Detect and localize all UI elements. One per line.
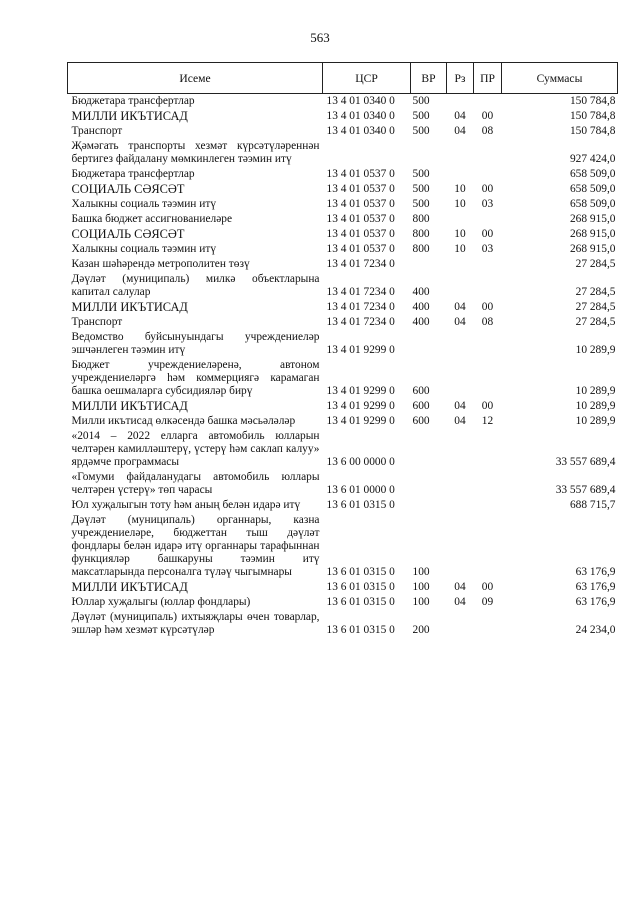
header-rz: Рз	[447, 63, 474, 94]
cell-name: Халыкны социаль тәэмин итү	[71, 198, 217, 210]
cell-name: МИЛЛИ ИКЪТИСАД	[71, 580, 188, 594]
table-row	[68, 330, 618, 358]
cell-vr: 800	[412, 243, 430, 255]
cell-sum: 27 284,5	[575, 316, 616, 328]
cell-name: Транспорт	[71, 125, 123, 137]
cell-vr	[411, 330, 447, 358]
cell-vr: 800	[412, 228, 430, 240]
cell-pr	[474, 167, 502, 182]
cell-vr: 500	[412, 183, 430, 195]
cell-sum: 10 289,9	[575, 385, 616, 397]
cell-name: МИЛЛИ ИКЪТИСАД	[71, 300, 188, 314]
cell-rz: 04	[454, 596, 466, 608]
cell-name: Бюджетара трансфертлар	[71, 168, 195, 180]
cell-sum: 33 557 689,4	[555, 484, 616, 496]
cell-sum: 10 289,9	[575, 344, 616, 356]
cell-rz: 04	[454, 415, 466, 427]
cell-pr: 00	[481, 301, 494, 313]
cell-csr: 13 6 01 0315 0	[326, 566, 395, 578]
cell-rz	[447, 429, 474, 470]
cell-vr: 400	[412, 316, 430, 328]
cell-name: СОЦИАЛЬ СӘЯСӘТ	[71, 182, 185, 196]
cell-vr: 500	[412, 168, 430, 180]
cell-rz: 04	[454, 301, 466, 313]
cell-rz: 10	[454, 183, 466, 195]
cell-name: СОЦИАЛЬ СӘЯСӘТ	[71, 227, 185, 241]
cell-csr: 13 4 01 0537 0	[326, 168, 395, 180]
cell-vr: 400	[412, 286, 430, 298]
table-row	[68, 414, 618, 429]
cell-vr: 400	[412, 301, 430, 313]
header-sum: Суммасы	[502, 63, 618, 94]
cell-sum: 63 176,9	[575, 566, 616, 578]
cell-sum: 27 284,5	[575, 258, 616, 270]
cell-sum: 658 509,0	[569, 198, 616, 210]
table-row	[68, 272, 618, 300]
cell-rz: 04	[454, 400, 466, 412]
cell-pr: 00	[481, 400, 494, 412]
header-csr: ЦСР	[323, 63, 411, 94]
cell-rz: 04	[454, 125, 466, 137]
cell-csr: 13 6 01 0315 0	[326, 499, 395, 511]
cell-sum: 150 784,8	[569, 125, 616, 137]
cell-vr: 800	[412, 213, 430, 225]
table-body	[68, 94, 618, 639]
table-row	[68, 94, 618, 110]
cell-csr: 13 4 01 9299 0	[326, 400, 395, 412]
cell-rz: 04	[454, 581, 466, 593]
cell-vr: 500	[412, 125, 430, 137]
cell-csr: 13 4 01 0340 0	[326, 95, 395, 107]
cell-csr: 13 4 01 0340 0	[326, 125, 395, 137]
cell-csr: 13 4 01 0537 0	[326, 198, 395, 210]
table-row	[68, 358, 618, 399]
cell-sum: 24 234,0	[575, 624, 616, 636]
cell-name: Җәмәгать транспорты хезмәт күрсәтүләреннән бертигез файдалану мөмкинлеген тәэмин итү	[71, 140, 320, 165]
cell-sum: 63 176,9	[575, 596, 616, 608]
cell-sum: 63 176,9	[575, 581, 616, 593]
header-vr: ВР	[411, 63, 447, 94]
table-row	[68, 580, 618, 595]
cell-vr: 600	[412, 400, 430, 412]
cell-vr: 200	[412, 624, 430, 636]
cell-name: Бюджетара трансфертлар	[71, 95, 195, 107]
cell-name: Дәүләт (муниципаль) ихтыяҗлары өчен товарлар, эшләр һәм хезмәт күрсәтүләр	[71, 611, 320, 636]
cell-pr	[474, 330, 502, 358]
cell-csr: 13 4 01 9299 0	[326, 415, 395, 427]
table-row	[68, 197, 618, 212]
cell-name: «Гомуми файдаланудагы автомобиль юллары челтәрен үстерү» төп чарасы	[71, 471, 320, 496]
cell-name: «2014 – 2022 елларга автомобиль юлларын челтәрен камилләштерү, үстерү һәм саклап калуу» ярдәмче программасы	[71, 430, 320, 468]
cell-csr: 13 6 00 0000 0	[326, 456, 395, 468]
cell-pr	[474, 513, 502, 580]
cell-pr: 08	[481, 316, 494, 328]
table-row	[68, 167, 618, 182]
cell-sum: 33 557 689,4	[555, 456, 616, 468]
cell-vr: 100	[412, 566, 430, 578]
cell-sum: 927 424,0	[569, 153, 616, 165]
cell-name: Транспорт	[71, 316, 123, 328]
table-row	[68, 399, 618, 414]
cell-vr	[411, 139, 447, 167]
cell-vr	[411, 470, 447, 498]
cell-rz	[447, 610, 474, 638]
cell-vr	[411, 257, 447, 272]
cell-vr: 500	[412, 95, 430, 107]
cell-sum: 10 289,9	[575, 400, 616, 412]
table-row	[68, 242, 618, 257]
cell-name: МИЛЛИ ИКЪТИСАД	[71, 399, 188, 413]
cell-pr: 03	[481, 243, 494, 255]
cell-csr: 13 6 01 0000 0	[326, 484, 395, 496]
cell-sum: 27 284,5	[575, 286, 616, 298]
cell-name: Казан шәһәрендә метрополитен төзү	[71, 258, 250, 270]
table-row	[68, 595, 618, 610]
cell-rz	[447, 470, 474, 498]
cell-name: Ведомство буйсынуындагы учреждениеләр эшчәнлеген тәэмин итү	[71, 331, 320, 356]
cell-sum: 658 509,0	[569, 168, 616, 180]
header-name: Исеме	[68, 63, 323, 94]
cell-rz: 10	[454, 228, 466, 240]
cell-name: Бюджет учреждениеләренә, автоном учреждениеләргә һәм коммерциягә карамаган башка оешмаларга субсидияләр бирү	[71, 359, 320, 397]
table-row	[68, 182, 618, 197]
cell-csr: 13 4 01 9299 0	[326, 344, 395, 356]
table-row	[68, 109, 618, 124]
cell-csr: 13 4 01 0340 0	[326, 110, 395, 122]
table-row	[68, 257, 618, 272]
table-row	[68, 227, 618, 242]
cell-vr: 600	[412, 385, 430, 397]
cell-sum: 150 784,8	[569, 95, 616, 107]
cell-vr	[411, 429, 447, 470]
cell-pr	[474, 358, 502, 399]
cell-rz	[447, 498, 474, 513]
cell-rz	[447, 330, 474, 358]
cell-name: Халыкны социаль тәэмин итү	[71, 243, 217, 255]
cell-name: Башка бюджет ассигнованиеләре	[71, 213, 233, 225]
cell-rz	[447, 272, 474, 300]
cell-name: Дәүләт (муниципаль) органнары, казна учреждениеләре, бюджеттан тыш дәүләт фондлары белән идарә итү органнары тарафыннан функцияләр башкаруны тәэмин итү максатларында персоналга түләү чыгымнары	[71, 514, 320, 578]
table-row	[68, 610, 618, 638]
table-row	[68, 315, 618, 330]
cell-sum: 150 784,8	[569, 110, 616, 122]
cell-rz: 04	[454, 316, 466, 328]
cell-vr: 100	[412, 596, 430, 608]
cell-rz: 10	[454, 198, 466, 210]
cell-csr: 13 4 01 7234 0	[326, 316, 395, 328]
cell-name: Юллар хуҗалыгы (юллар фондлары)	[71, 596, 251, 608]
cell-rz	[447, 513, 474, 580]
cell-rz: 04	[454, 110, 466, 122]
cell-pr: 12	[481, 415, 494, 427]
cell-vr: 600	[412, 415, 430, 427]
cell-csr: 13 4 01 0537 0	[326, 213, 395, 225]
cell-pr: 00	[481, 183, 494, 195]
cell-name: Дәүләт (муниципаль) милкә объектларына капитал салулар	[71, 273, 320, 298]
cell-csr: 13 4 01 7234 0	[326, 258, 395, 270]
cell-pr	[474, 212, 502, 227]
table-row	[68, 300, 618, 315]
cell-sum: 688 715,7	[569, 499, 616, 511]
cell-name: Милли икътисад өлкәсендә башка мәсьәләләр	[71, 415, 296, 427]
cell-csr: 13 6 01 0315 0	[326, 596, 395, 608]
table-row	[68, 498, 618, 513]
cell-csr: 13 4 01 0537 0	[326, 243, 395, 255]
cell-sum: 27 284,5	[575, 301, 616, 313]
cell-pr: 03	[481, 198, 494, 210]
cell-rz	[447, 94, 474, 110]
table-row	[68, 429, 618, 470]
cell-csr	[323, 139, 411, 167]
cell-pr	[474, 257, 502, 272]
cell-pr	[474, 498, 502, 513]
cell-csr: 13 4 01 7234 0	[326, 301, 395, 313]
cell-csr: 13 4 01 0537 0	[326, 183, 395, 195]
cell-pr	[474, 429, 502, 470]
cell-pr	[474, 272, 502, 300]
table-row	[68, 470, 618, 498]
cell-rz	[447, 167, 474, 182]
cell-pr	[474, 94, 502, 110]
cell-pr: 09	[481, 596, 494, 608]
table-row	[68, 124, 618, 139]
cell-sum: 658 509,0	[569, 183, 616, 195]
cell-sum: 10 289,9	[575, 415, 616, 427]
header-pr: ПР	[474, 63, 502, 94]
cell-sum: 268 915,0	[569, 213, 616, 225]
cell-pr: 00	[481, 110, 494, 122]
cell-rz	[447, 139, 474, 167]
cell-csr: 13 4 01 0537 0	[326, 228, 395, 240]
cell-pr	[474, 139, 502, 167]
budget-table	[67, 62, 618, 638]
cell-pr	[474, 610, 502, 638]
cell-csr: 13 6 01 0315 0	[326, 581, 395, 593]
cell-name: МИЛЛИ ИКЪТИСАД	[71, 109, 188, 123]
cell-vr: 500	[412, 110, 430, 122]
cell-sum: 268 915,0	[569, 243, 616, 255]
table-row	[68, 212, 618, 227]
cell-rz: 10	[454, 243, 466, 255]
table-row	[68, 513, 618, 580]
cell-rz	[447, 257, 474, 272]
table-row	[68, 139, 618, 167]
cell-csr: 13 4 01 7234 0	[326, 286, 395, 298]
cell-vr	[411, 498, 447, 513]
cell-pr: 00	[481, 228, 494, 240]
table-header	[68, 63, 618, 94]
page-number: 563	[310, 30, 330, 45]
cell-pr	[474, 470, 502, 498]
cell-name: Юл хуҗалыгын тоту һәм аның белән идарә итү	[71, 499, 301, 511]
cell-csr: 13 6 01 0315 0	[326, 624, 395, 636]
cell-sum: 268 915,0	[569, 228, 616, 240]
cell-pr: 08	[481, 125, 494, 137]
cell-vr: 100	[412, 581, 430, 593]
cell-rz	[447, 358, 474, 399]
cell-rz	[447, 212, 474, 227]
cell-csr: 13 4 01 9299 0	[326, 385, 395, 397]
cell-pr: 00	[481, 581, 494, 593]
cell-vr: 500	[412, 198, 430, 210]
